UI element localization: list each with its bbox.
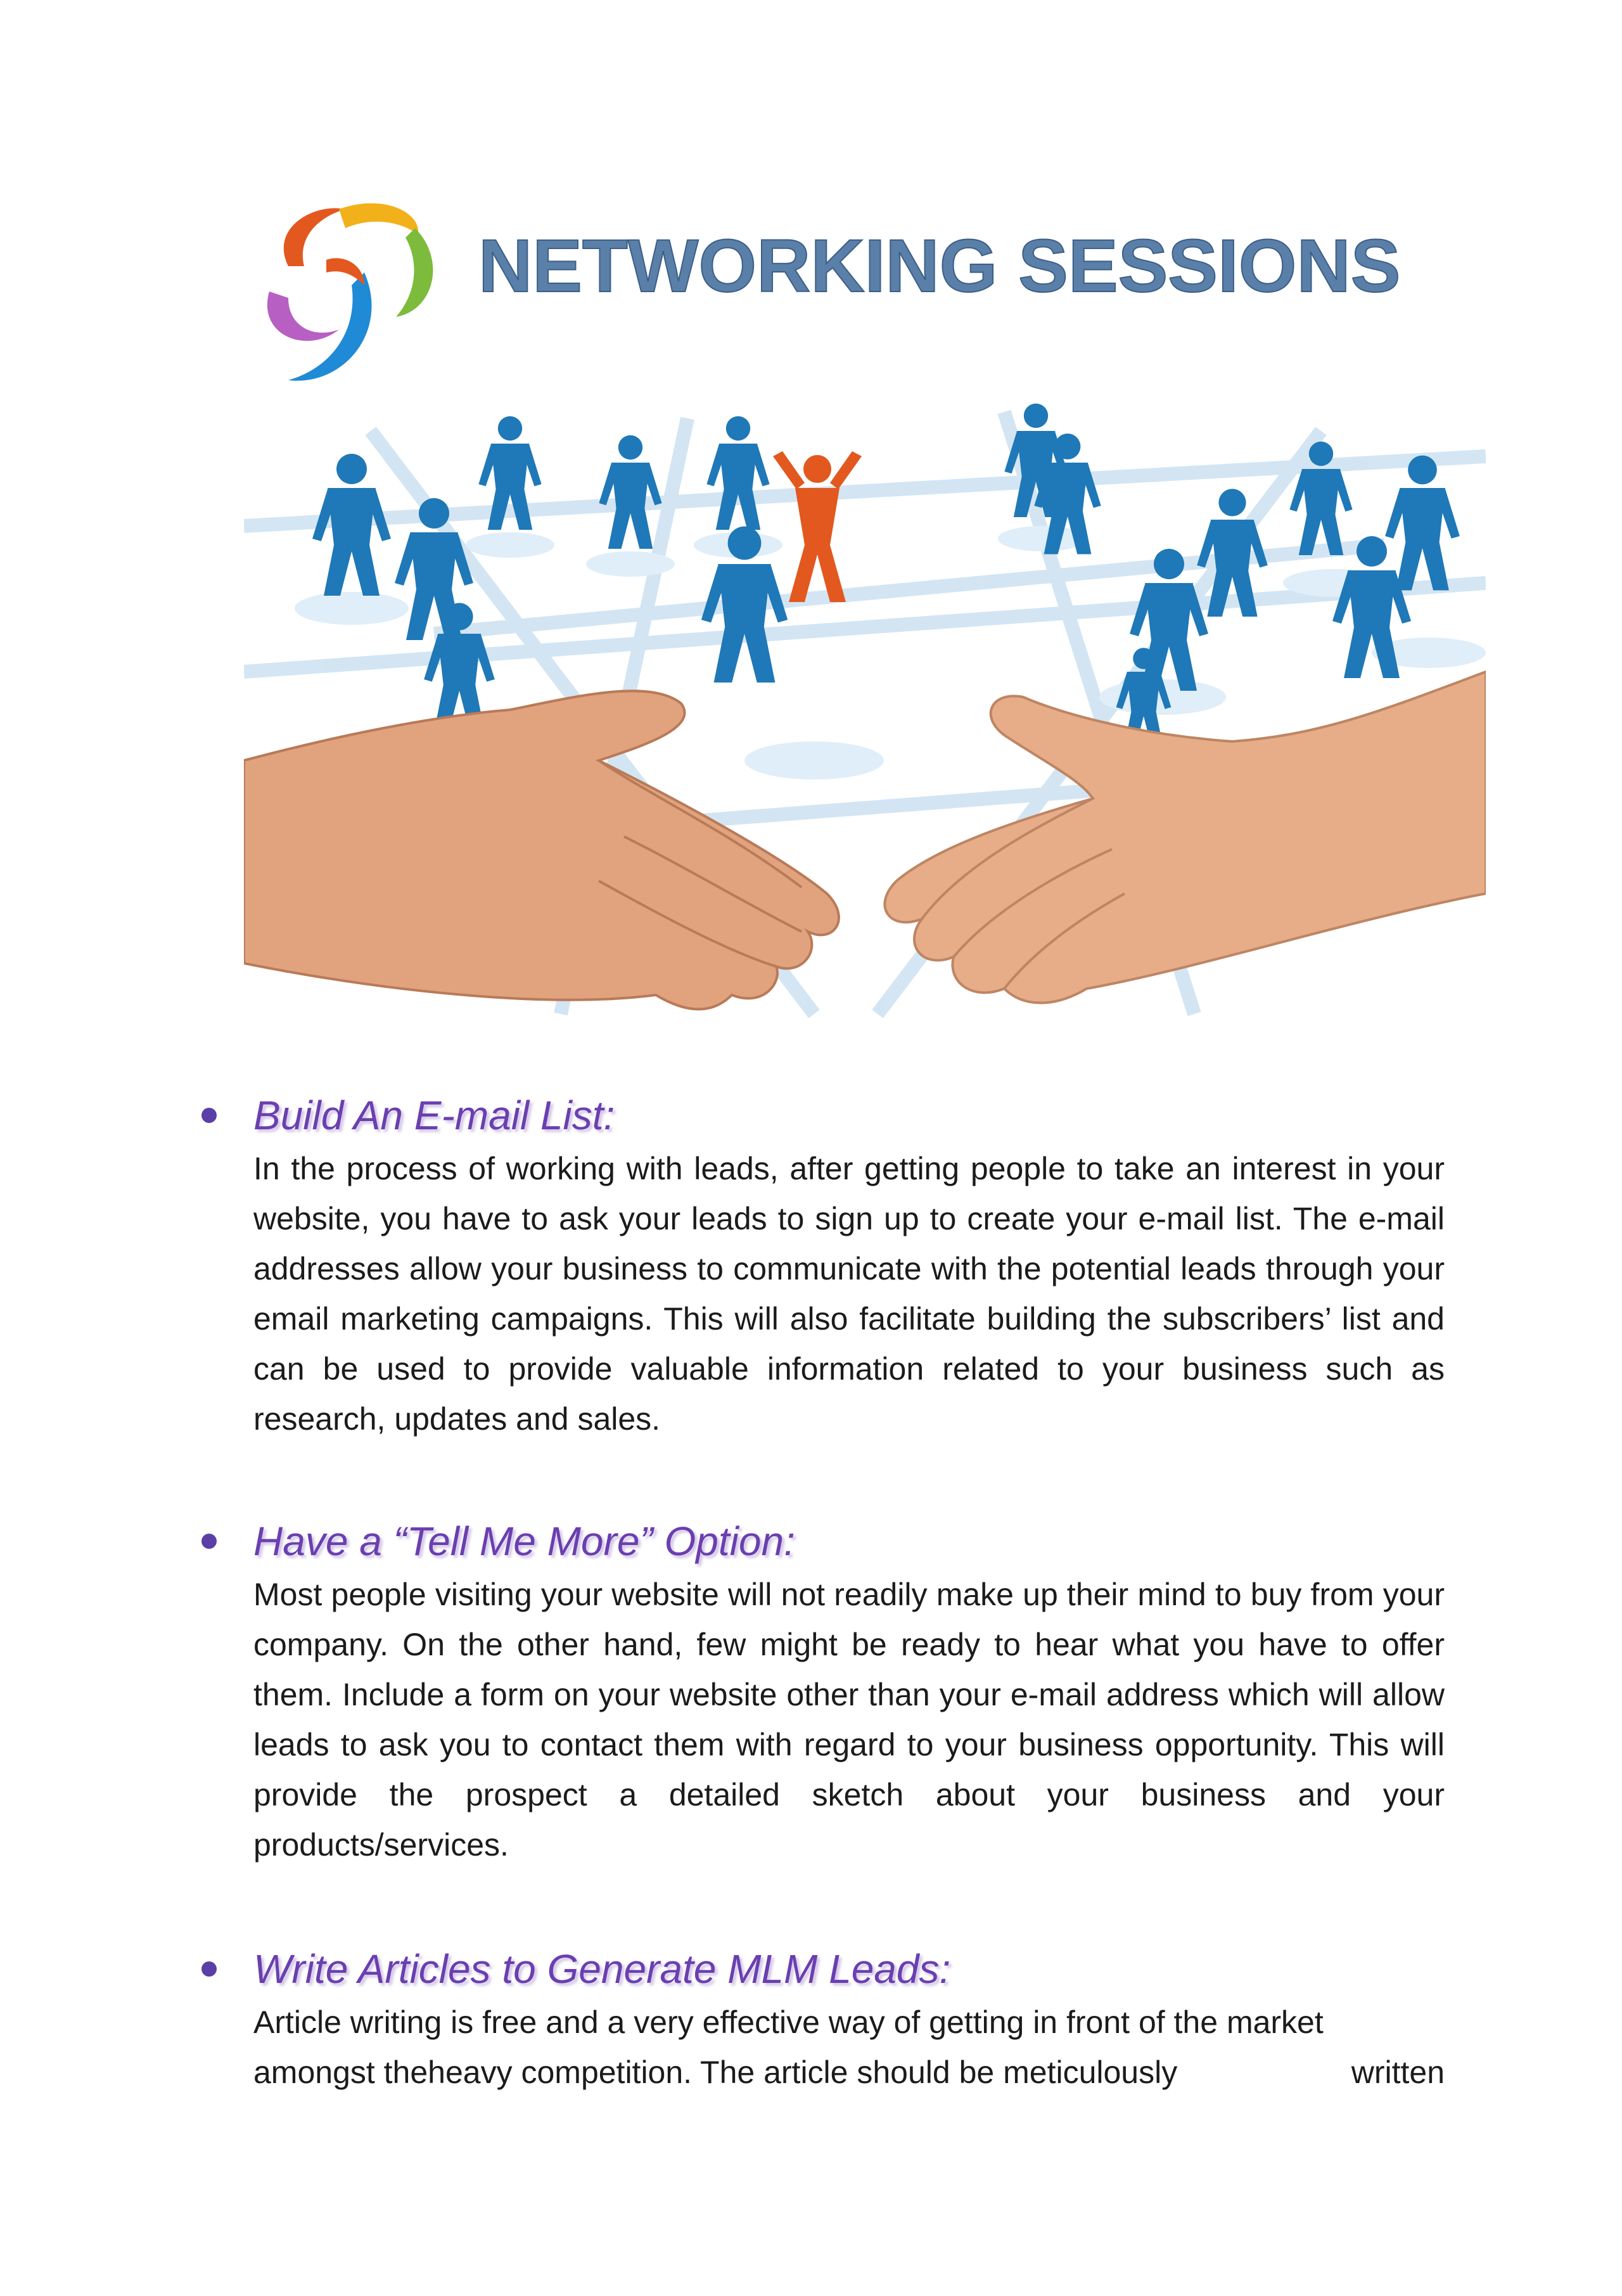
section-body: In the process of working with leads, after getting people to take an interest in your website, you have to ask your leads to sign up to create your e-mail list. The e-mail addresses allow your business to communicate with the potential leads through your email marketing campaigns. This will also facilitate building the subscribers’ list and can be used to provide valuable information related to your business such as research, updates and sales. xyxy=(253,1151,1445,1437)
section-heading xyxy=(190,1940,1445,1998)
section-heading xyxy=(190,1513,1445,1570)
heading-text: Build An E-mail List: xyxy=(253,1093,615,1138)
networking-sessions-banner xyxy=(244,190,1486,1027)
section-write-articles xyxy=(190,1940,1445,2098)
bullet-icon xyxy=(201,1961,217,1977)
person-figure-icon xyxy=(1385,456,1460,591)
body-line: Article writing is free and a very effective way of getting in front of the market xyxy=(253,2004,1324,2040)
networking-logo-icon xyxy=(267,203,433,381)
body-line-text: amongst theheavy competition. The article should be meticulously xyxy=(253,2055,1178,2090)
person-figure-icon xyxy=(706,416,769,530)
heading-text: Have a “Tell Me More” Option: xyxy=(253,1518,795,1564)
bullet-icon xyxy=(201,1108,217,1123)
body-line-text: written xyxy=(1351,2055,1445,2090)
body-line xyxy=(253,2048,1445,2098)
left-hand-icon xyxy=(244,691,839,1009)
person-figure-icon xyxy=(599,435,661,549)
right-hand-icon xyxy=(884,672,1486,1003)
heading-text: Write Articles to Generate MLM Leads: xyxy=(253,1946,951,1992)
bullet-icon xyxy=(201,1534,217,1549)
person-figure-icon xyxy=(312,454,391,596)
section-body: Most people visiting your website will not readily make up their mind to buy from your company. On the other hand, few might be ready to hear what you have to offer them. Include a form on your website other than your e-mail address which will allow leads to ask you to contact them with regard to your business opportunity. This will provide the prospect a detailed sketch about your business and your products/services. xyxy=(253,1577,1445,1863)
section-tell-me-more xyxy=(190,1513,1445,1870)
section-body xyxy=(253,1998,1445,2098)
logo-text: NETWORKING SESSIONS xyxy=(478,224,1401,308)
section-heading xyxy=(190,1087,1445,1144)
leader-figure xyxy=(773,451,862,602)
section-build-email-list xyxy=(190,1087,1445,1444)
